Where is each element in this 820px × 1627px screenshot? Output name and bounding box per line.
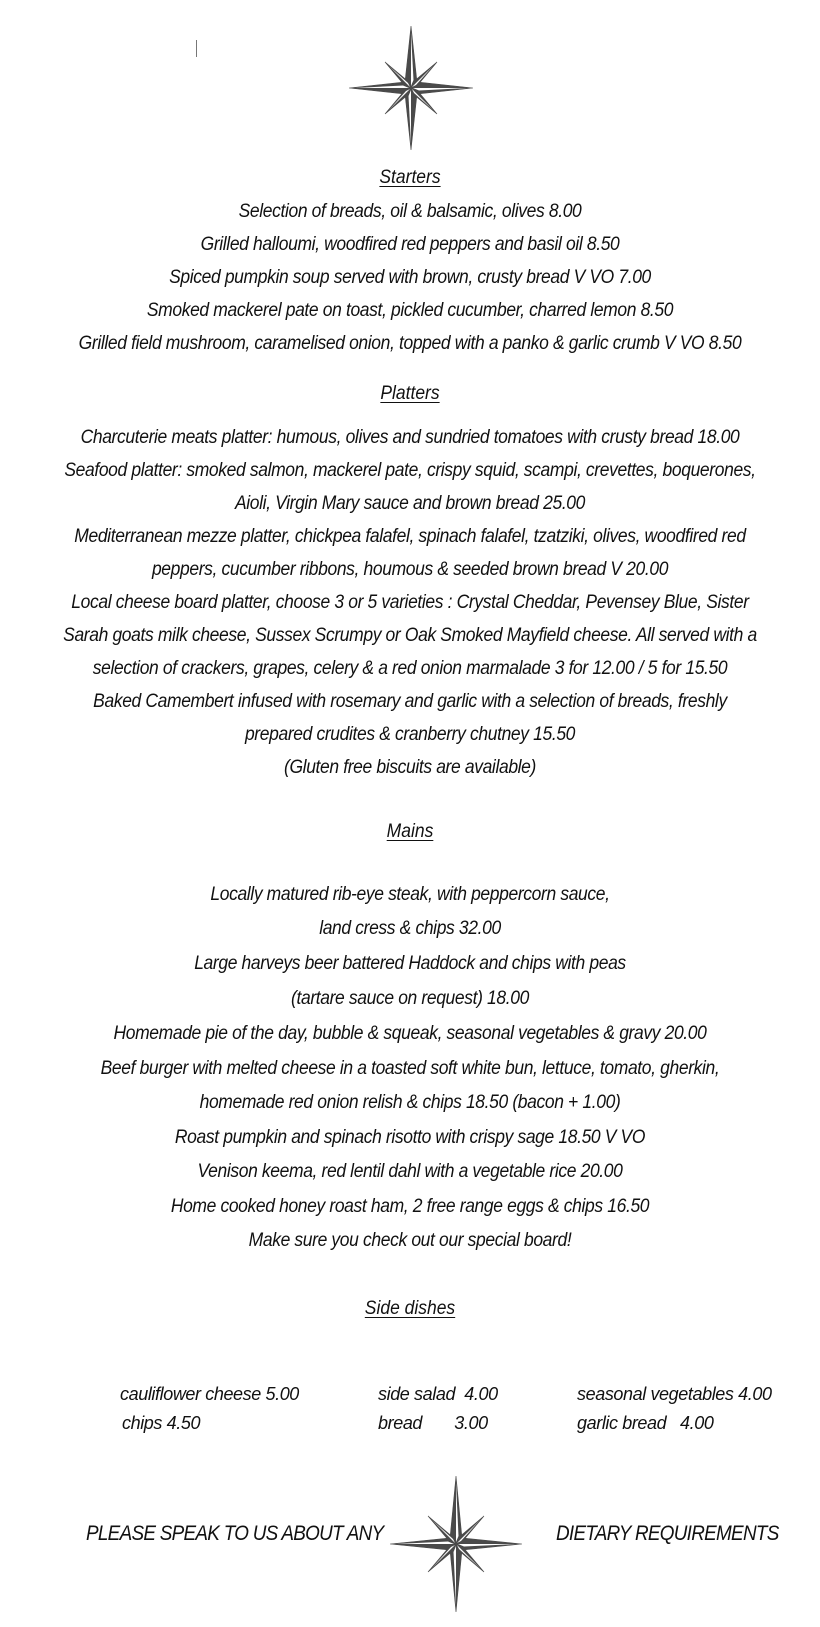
section-heading-starters: Starters bbox=[379, 167, 441, 188]
special-board-note: Make sure you check out our special board! bbox=[248, 1230, 572, 1251]
menu-item-line: Venison keema, red lentil dahl with a vegetable rice 20.00 bbox=[197, 1161, 623, 1182]
menu-note: (Gluten free biscuits are available) bbox=[284, 757, 536, 778]
menu-item-line: peppers, cucumber ribbons, houmous & seeded brown bread V 20.00 bbox=[151, 559, 669, 580]
menu-item-line: Beef burger with melted cheese in a toasted soft white bun, lettuce, tomato, gherkin, bbox=[100, 1058, 720, 1079]
side-dish-item: garlic bread 4.00 bbox=[577, 1413, 714, 1433]
side-dish-item: side salad 4.00 bbox=[378, 1384, 498, 1404]
menu-item-line: Sarah goats milk cheese, Sussex Scrumpy or Oak Smoked Mayfield cheese. All served with a bbox=[63, 625, 757, 646]
menu-item-line: Mediterranean mezze platter, chickpea falafel, spinach falafel, tzatziki, olives, woodfired red bbox=[74, 526, 746, 547]
menu-item-line: selection of crackers, grapes, celery & a red onion marmalade 3 for 12.00 / 5 for 15.50 bbox=[92, 658, 728, 679]
menu-item-line: prepared crudites & cranberry chutney 15.50 bbox=[244, 724, 576, 745]
menu-item-line: land cress & chips 32.00 bbox=[319, 918, 501, 939]
menu-item-line: Charcuterie meats platter: humous, olives and sundried tomatoes with crusty bread 18.00 bbox=[80, 427, 740, 448]
section-heading-side-dishes: Side dishes bbox=[364, 1298, 456, 1319]
menu-item-line: Roast pumpkin and spinach risotto with crispy sage 18.50 V VO bbox=[174, 1127, 646, 1148]
menu-item: Spiced pumpkin soup served with brown, crusty bread V VO 7.00 bbox=[169, 267, 651, 288]
footer-dietary-left: PLEASE SPEAK TO US ABOUT ANY bbox=[86, 1522, 384, 1545]
menu-item-line: Baked Camembert infused with rosemary and garlic with a selection of breads, freshly bbox=[93, 691, 727, 712]
menu-item-line: (tartare sauce on request) 18.00 bbox=[291, 988, 529, 1009]
section-heading-platters: Platters bbox=[380, 383, 440, 404]
compass-star-icon bbox=[349, 26, 473, 150]
menu-item-line: Seafood platter: smoked salmon, mackerel pate, crispy squid, scampi, crevettes, boquerones, bbox=[64, 460, 756, 481]
menu-item-line: Large harveys beer battered Haddock and chips with peas bbox=[194, 953, 626, 974]
text-cursor bbox=[196, 40, 197, 57]
menu-item-line: Home cooked honey roast ham, 2 free range eggs & chips 16.50 bbox=[170, 1196, 650, 1217]
menu-item-line: Local cheese board platter, choose 3 or 5 varieties : Crystal Cheddar, Pevensey Blue, Sister bbox=[71, 592, 749, 613]
side-dish-item: cauliflower cheese 5.00 bbox=[120, 1384, 299, 1404]
menu-item-line: Homemade pie of the day, bubble & squeak, seasonal vegetables & gravy 20.00 bbox=[113, 1023, 707, 1044]
section-heading-mains: Mains bbox=[386, 821, 434, 842]
menu-item: Grilled halloumi, woodfired red peppers and basil oil 8.50 bbox=[200, 234, 620, 255]
footer-dietary-right: DIETARY REQUIREMENTS bbox=[556, 1522, 779, 1545]
side-dish-item: chips 4.50 bbox=[122, 1413, 201, 1433]
menu-item: Grilled field mushroom, caramelised onion, topped with a panko & garlic crumb V VO 8.50 bbox=[78, 333, 742, 354]
menu-item-line: Aioli, Virgin Mary sauce and brown bread 25.00 bbox=[234, 493, 586, 514]
menu-item: Smoked mackerel pate on toast, pickled cucumber, charred lemon 8.50 bbox=[146, 300, 674, 321]
menu-item: Selection of breads, oil & balsamic, olives 8.00 bbox=[238, 201, 582, 222]
compass-star-icon bbox=[390, 1476, 522, 1612]
side-dish-item: bread 3.00 bbox=[378, 1413, 488, 1433]
menu-item-line: Locally matured rib-eye steak, with peppercorn sauce, bbox=[210, 884, 610, 905]
menu-item-line: homemade red onion relish & chips 18.50 (bacon + 1.00) bbox=[199, 1092, 621, 1113]
side-dish-item: seasonal vegetables 4.00 bbox=[577, 1384, 772, 1404]
